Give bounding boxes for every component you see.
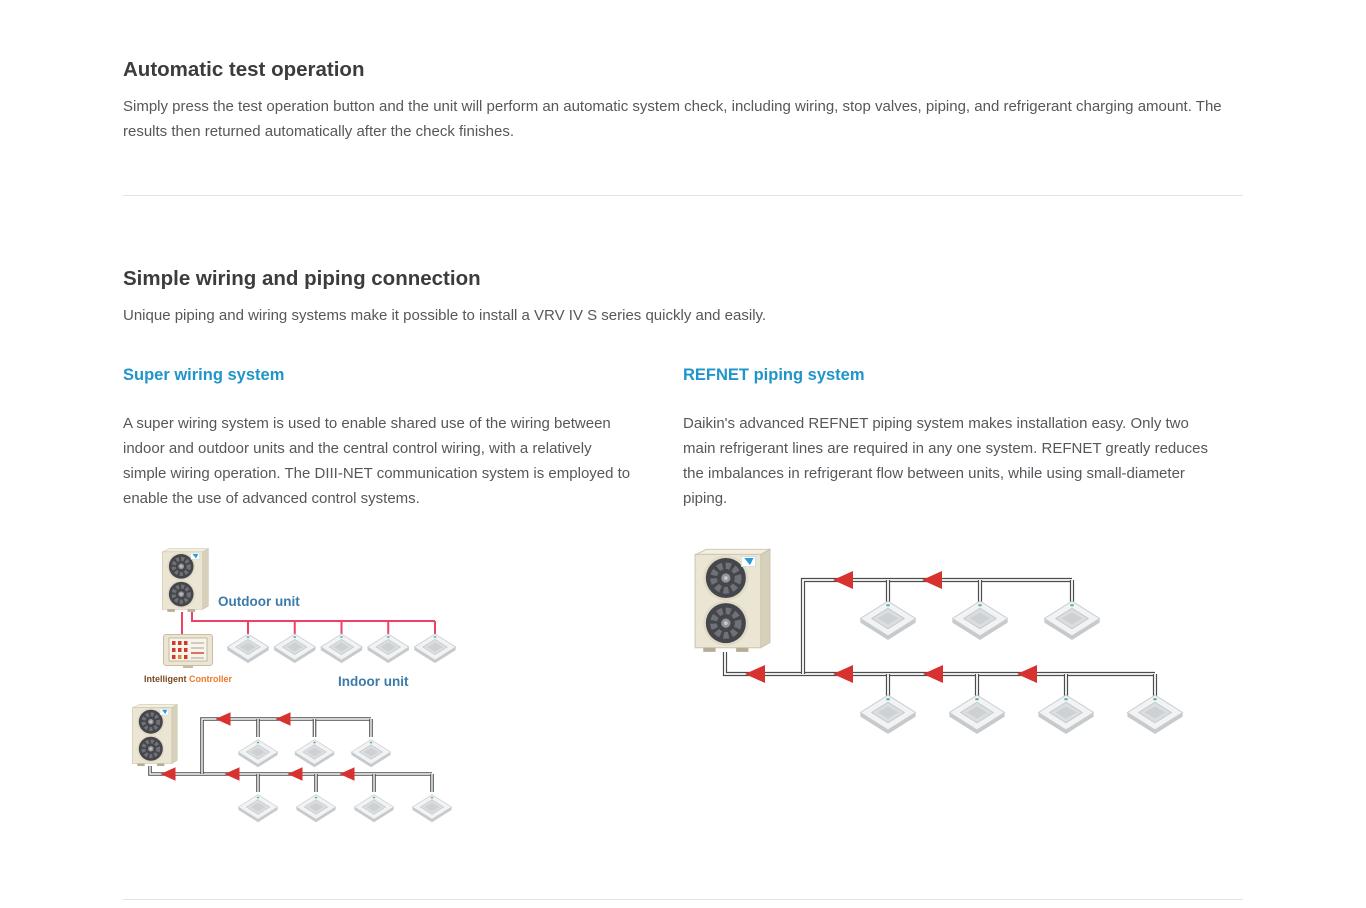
flow-arrow-icon bbox=[922, 571, 942, 589]
section-auto-test bbox=[123, 58, 1243, 144]
refrigerant-piping-line bbox=[202, 719, 371, 774]
indoor-unit-illustration bbox=[412, 795, 451, 823]
wiring-piping-intro: Unique piping and wiring systems make it possible to install a VRV IV S series quickly and easily. bbox=[123, 307, 767, 324]
indoor-unit-illustration bbox=[368, 634, 409, 663]
super-wiring-body: A super wiring system is used to enable shared use of the wiring between indoor and outdoor units and the central control wiring, with a relatively simple wiring operation. The DIII-NET communication system is employed to enable the use of advanced control systems. bbox=[123, 415, 631, 507]
flow-arrow-icon bbox=[1017, 665, 1037, 683]
indoor-unit-illustration bbox=[227, 634, 268, 663]
flow-arrow-icon bbox=[340, 767, 355, 781]
central-controller-illustration bbox=[164, 635, 213, 669]
content-container bbox=[0, 58, 1366, 900]
outdoor-unit-label: Outdoor unit bbox=[218, 594, 300, 609]
indoor-unit-illustration bbox=[295, 740, 334, 768]
section-wiring-piping bbox=[123, 267, 1243, 827]
indoor-unit-illustration bbox=[1044, 601, 1099, 640]
indoor-unit-illustration bbox=[952, 601, 1007, 640]
indoor-unit-illustration bbox=[860, 601, 915, 640]
flow-arrow-icon bbox=[276, 712, 291, 726]
two-column-layout bbox=[123, 364, 1243, 827]
indoor-unit-illustration bbox=[860, 695, 915, 734]
flow-arrow-icon bbox=[225, 767, 240, 781]
control-wiring-line bbox=[192, 612, 435, 621]
indoor-unit-illustration bbox=[414, 634, 455, 663]
indoor-unit-illustration bbox=[296, 795, 335, 823]
refrigerant-piping-line-gap bbox=[803, 580, 1072, 674]
flow-arrow-icon bbox=[833, 665, 853, 683]
indoor-unit-illustration bbox=[949, 695, 1004, 734]
refnet-title: REFNET piping system bbox=[683, 366, 865, 384]
auto-test-body: Simply press the test operation button and the unit will perform an automatic system check, including wiring, stop valves, piping, and refrigerant charging amount. The results then returned automatically after the check finishes. bbox=[123, 98, 1222, 140]
outdoor-unit-illustration bbox=[695, 549, 770, 652]
column-refnet bbox=[683, 364, 1243, 827]
indoor-unit-illustration bbox=[238, 740, 277, 768]
flow-arrow-icon bbox=[745, 665, 765, 683]
indoor-unit-illustration bbox=[274, 634, 315, 663]
indoor-unit-label: Indoor unit bbox=[338, 674, 409, 689]
column-super-wiring bbox=[123, 364, 633, 827]
flow-arrow-icon bbox=[833, 571, 853, 589]
super-wiring-title: Super wiring system bbox=[123, 366, 285, 384]
refrigerant-piping-line bbox=[803, 580, 1072, 674]
outdoor-unit-illustration bbox=[162, 549, 208, 612]
indoor-unit-illustration bbox=[1127, 695, 1182, 734]
flow-arrow-icon bbox=[216, 712, 231, 726]
auto-test-title: Automatic test operation bbox=[123, 58, 365, 81]
flow-arrow-icon bbox=[923, 665, 943, 683]
indoor-unit-illustration bbox=[238, 795, 277, 823]
indoor-unit-illustration bbox=[321, 634, 362, 663]
flow-arrow-icon bbox=[288, 767, 303, 781]
section-divider-bottom bbox=[123, 899, 1243, 900]
controller-label: Intelligent Controller bbox=[143, 674, 233, 684]
refnet-piping-diagram bbox=[683, 540, 1223, 750]
section-divider-top bbox=[123, 195, 1243, 196]
indoor-unit-illustration bbox=[354, 795, 393, 823]
super-wiring-diagram bbox=[123, 539, 463, 691]
refrigerant-piping-line-gap bbox=[202, 719, 371, 774]
flow-arrow-icon bbox=[161, 767, 176, 781]
refnet-body: Daikin's advanced REFNET piping system makes installation easy. Only two main refrigerant lines are required in any one system. REFNET greatly reduces the imbalances in refrigerant flow between units, while using small-diameter piping. bbox=[683, 415, 1208, 507]
piping-diagram-small bbox=[123, 697, 463, 827]
indoor-unit-illustration bbox=[351, 740, 390, 768]
indoor-unit-illustration bbox=[1038, 695, 1093, 734]
outdoor-unit-illustration bbox=[132, 704, 177, 766]
wiring-piping-title: Simple wiring and piping connection bbox=[123, 267, 481, 290]
